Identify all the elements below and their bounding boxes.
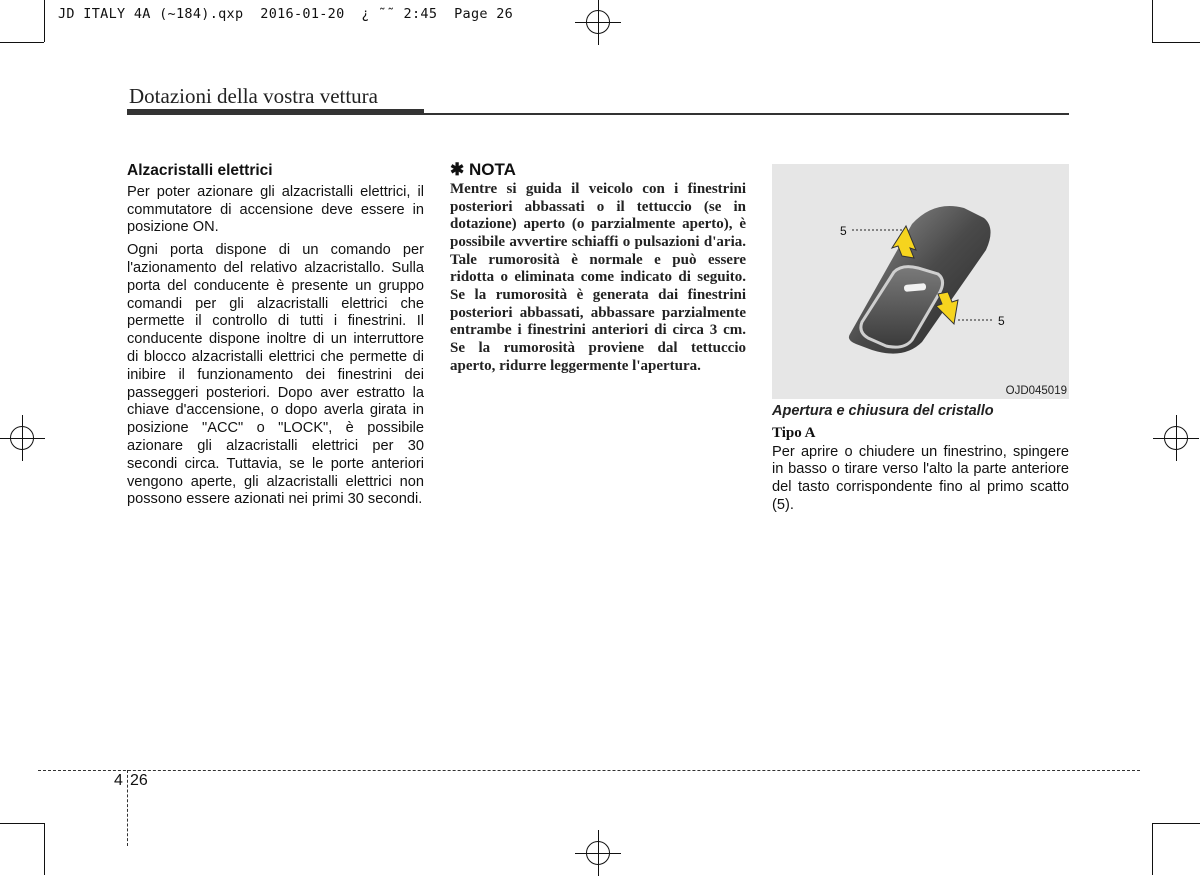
header-rule-thick	[127, 109, 424, 115]
header-rule-thin	[424, 113, 1069, 115]
window-switch-illustration-icon	[772, 164, 1069, 399]
crop-mark	[1152, 823, 1200, 824]
registration-mark-icon	[586, 841, 610, 865]
figure-caption: Apertura e chiusura del cristallo	[772, 403, 994, 419]
note-heading	[450, 161, 746, 179]
window-switch-figure	[772, 164, 1069, 399]
column-power-windows	[127, 162, 424, 509]
body-paragraph: Ogni porta dispone di un comando per l'azionamento del relativo alzacristallo. Sulla porta del conducente è presente un gruppo comandi per gli alzacristalli elettrici che permette il controllo di tutti i finestrini. Il conducente dispone inoltre di un interruttore di blocco alzacristalli elettrici che permette di inibire il funzionamento dei finestrini dei passeggeri posteriori. Dopo aver estratto la chiave d'accensione, o dopo averla girata in posizione "ACC" o "LOCK", è possibile azionare gli alzacristalli elettrici per 30 secondi circa. Tuttavia, se le porte anteriori vengono aperte, gli alzacristalli elettrici non possono essere azionati nei primi 30 secondi.	[127, 242, 424, 508]
registration-mark-icon	[586, 10, 610, 34]
crop-mark	[44, 823, 45, 875]
crop-mark	[0, 823, 44, 824]
crop-mark	[44, 0, 45, 42]
registration-mark-icon	[1164, 426, 1188, 450]
crop-mark	[1152, 42, 1200, 43]
callout-up-label: 5	[840, 224, 847, 238]
note-heading-label: NOTA	[468, 160, 516, 179]
figure-code: OJD045019	[1005, 385, 1067, 397]
registration-mark-icon	[10, 426, 34, 450]
page-number: 26	[130, 772, 148, 789]
type-label: Tipo A	[772, 424, 816, 441]
footer-divider	[127, 770, 128, 846]
note-text: Mentre si guida il veicolo con i finestrini posteriori abbassati o il tettuccio (se in dotazione) aperto (o parzialmente aperto), è possibile avvertire schiaffi o pulsazioni d'aria. Tale rumorosità è normale e può essere ridotta o eliminata come indicato di seguito. Se la rumorosità è generata dai finestrini posteriori abbassati, abbassare parzialmente entrambe i finestrini anteriori di circa 3 cm. Se la rumorosità proviene dal tettuccio aperto, ridurre leggermente l'apertura.	[450, 180, 746, 374]
column-window-operation	[772, 403, 1069, 515]
power-windows-heading: Alzacristalli elettrici	[127, 162, 273, 179]
column-note	[450, 161, 746, 376]
chapter-number: 4	[114, 772, 123, 789]
crop-mark	[1152, 823, 1153, 875]
body-paragraph: Per poter azionare gli alzacristalli elettrici, il commutatore di accensione deve essere in posizione ON.	[127, 183, 424, 236]
callout-down-label: 5	[998, 314, 1005, 328]
section-title: Dotazioni della vostra vettura	[129, 84, 378, 108]
body-paragraph: Per aprire o chiudere un finestrino, spingere in basso o tirare verso l'alto la parte anteriore del tasto corrispondente fino al primo scatto (5).	[772, 443, 1069, 513]
print-slug: JD ITALY 4A (~184).qxp 2016-01-20 ¿ ˜˜ 2:45 Page 26	[58, 6, 514, 22]
asterisk-icon: ✱	[450, 160, 465, 179]
crop-mark	[1152, 0, 1153, 42]
footer-rule	[38, 770, 1140, 771]
crop-mark	[0, 42, 44, 43]
